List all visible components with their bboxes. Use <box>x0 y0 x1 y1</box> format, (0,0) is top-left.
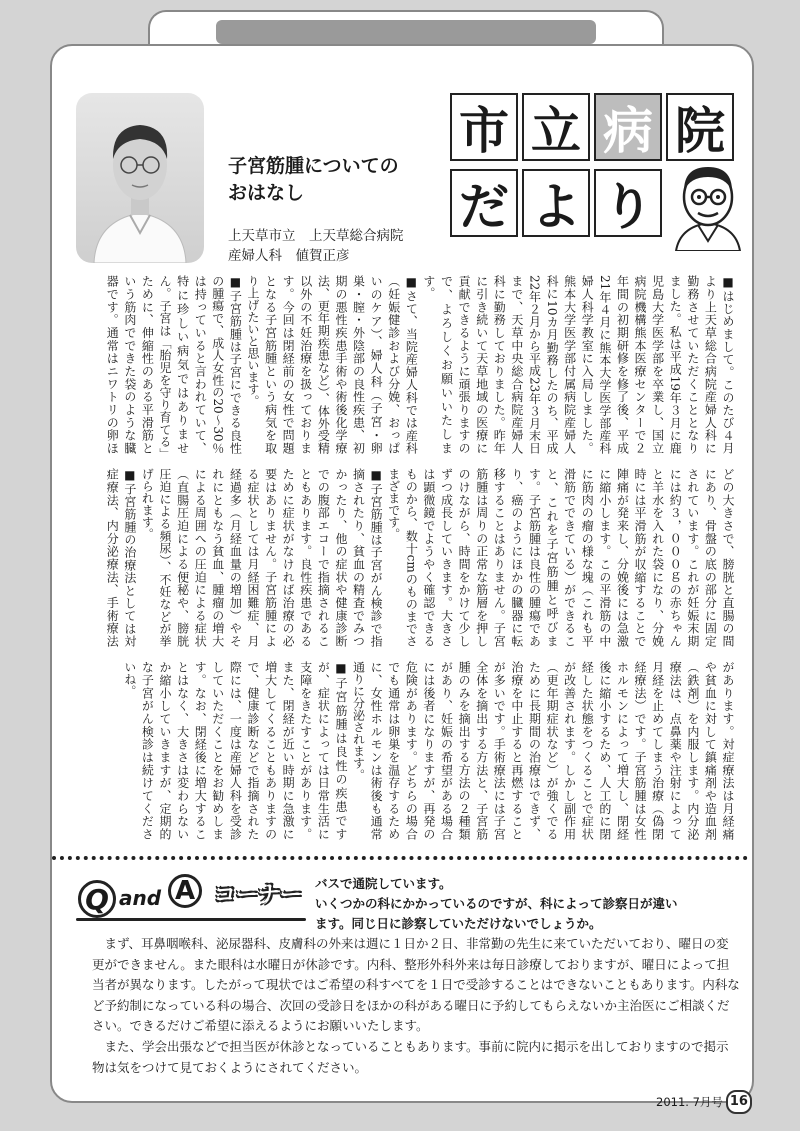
logo-char-2: 立 <box>522 93 590 161</box>
section-divider <box>52 856 748 860</box>
page-number: 16 <box>726 1090 752 1114</box>
logo-char-5: だ <box>450 169 518 237</box>
qa-and-text: and <box>119 886 162 910</box>
author-name: 産婦人科 値賀正彦 <box>228 248 350 264</box>
article-paragraph: ■子宮筋腫は子宮にできる良性の腫瘍で、成人女性の20〜30％は持っていると言われていて、特に珍しい病気ではありません。子宮は「胎児を守り育てる」ために、伸縮性のある平滑筋という筋肉でできた袋のような臓器です。通常はニワトリの卵ほどの大きさで、膀胱と直腸の間にあり、骨盤の底の部分に固定されています。これが妊娠末期には約３，０００ｇの赤ちゃんと羊水を入れた袋になり、分娩時には平滑筋が収縮することで陣痛が発来し、分娩後には急激に縮小します。この平滑筋の中に筋肉の瘤の様な塊（これも平滑筋でできている）ができること、これを子宮筋腫と呼びます。子宮筋腫は良性の腫瘍であり、癌のようにほかの臓器に転移することはありません。子宮筋腫は周りの正常な筋層を押しのけながら、時間をかけて少しずつ成長していきます。大きさは顕微鏡でようやく確認できるものから、数十cmのものまでさまざまです。 <box>105 275 735 647</box>
article-paragraph: ■子宮筋腫の治療法としては対症療法、内分泌療法、手術療法があります。対症療法は月経痛や貧血に対して鎮痛剤や造血剤（鉄剤）を内服します。内分泌療法は、点鼻薬や注射によって月経を止めてしまう治療（偽閉経療法）です。子宮筋腫は女性ホルモンによって増大し、閉経後に縮小するため、人工的に閉経した状態をつくることで症状が改善されます。しかし副作用（更年期症状など）が強くでるために長期間の治療はできず、治療を中止すると再燃することが多いです。手術療法には子宮全体を摘出する方法と、子宮筋腫のみを摘出する方法の２種類があり、妊娠の希望がある場合には後者になりますが、再発の危険があります。どちらの場合でも通常は卵巣を温存するために、女性ホルモンは術後も通常通りに分泌されます。 <box>105 468 735 840</box>
question-line: いくつかの科にかかっているのですが、科によって診察日が違い <box>315 896 678 911</box>
question-line: バスで通院しています。 <box>315 876 452 891</box>
logo-char-1: 市 <box>450 93 518 161</box>
article-paragraph: ■子宮筋腫は良性の疾患ですが、症状によっては日常生活に支障をきたすことがあります。また、閉経が近い時期に急激に増大してくることもありますので、健康診断などで指摘された際には、一度は産婦人科を受診していただくことをお勧めします。なお、閉経後に増大することはなく、大きさは変わらないか縮小していきますが、定期的な子宮がん検診は続けてくださいね。 <box>122 661 348 840</box>
header-tab-bar <box>216 20 596 44</box>
column-logo <box>450 93 748 251</box>
qa-corner-label: コーナー <box>214 883 303 908</box>
article-paragraph: ■さて、当院産婦人科では産科（妊娠健診および分娩、おっぱいのケア）、婦人科（子宮・卵巣・膣・外陰部の良性疾患、初期の悪性疾患手術や術後化学療法、更年期疾患など）、体外受精以外の不妊治療を扱っております。今回は閉経前の女性で問題となる子宮筋腫という病気を取り上げたいと思います。 <box>245 275 419 454</box>
qa-a-badge: A <box>168 874 202 908</box>
article-title-line2: おはなし <box>228 182 305 204</box>
answer-paragraph: また、学会出張などで担当医が休診となっていることもあります。事前に院内に掲示を出しておりますので掲示物は気をつけて見ておくようにされてください。 <box>92 1038 729 1075</box>
article-paragraph: ■子宮筋腫は子宮がん検診で指摘されたり、貧血の精査でみつかったり、他の症状や健康診断での腹部エコーで指摘されることもあります。良性疾患であるために症状がなければ治療の必要はありません。子宮筋腫による症状としては月経困難症、月経過多（月経血量の増加）やそれにともなう貧血、腫瘤の増大による周囲への圧迫による症状（直腸圧迫による便秘や、膀胱圧迫による頻尿）、不妊などが挙げられます。 <box>140 468 384 647</box>
article-author <box>228 226 404 266</box>
answer-paragraph: まず、耳鼻咽喉科、泌尿器科、皮膚科の外来は週に１日か２日、非常勤の先生に来ていただいており、曜日の変更ができません。また眼科は水曜日が休診です。内科、整形外科外来は毎日診療しておりますが、曜日によって担当者が異なります。したがって現状ではご希望の科すべてを１日で受診することはできないこともあります。内科など予約制になっている科の場合、次回の受診日をほかの科がある曜日に予約してもらえないか主治医にご相談ください。できるだけご希望に添えるようにお願いいたします。 <box>92 936 740 1034</box>
logo-char-3: 病 <box>594 93 662 161</box>
qa-question <box>315 874 735 934</box>
logo-char-6: よ <box>522 169 590 237</box>
qa-q-badge: Q <box>78 880 116 918</box>
doctor-photo <box>76 93 204 263</box>
article-paragraph: ■はじめまして。このたび４月より上天草総合病院産婦人科に勤務させていただくこととなりました。私は平成19年３月に鹿児島大学医学部を卒業し、国立病院機構熊本医療センターで２年間の初期研修を修了後、平成21年４月に熊本大学医学部産科婦人科学教室に入局しました。熊本大学医学部付属病院産婦人科に10カ月勤務したのち、平成22年２月から平成23年３月末日まで、天草中央総合病院産婦人科に勤務しておりました。昨年に引き続いて天草地域の医療に貢献できるように頑張りますので、よろしくお願いいたします。 <box>421 275 735 454</box>
article-title-line1: 子宮筋腫についての <box>228 155 399 177</box>
doctor-mascot-icon <box>668 159 748 251</box>
article-title <box>228 153 399 207</box>
qa-underline <box>76 918 306 921</box>
qa-answer <box>92 934 740 1078</box>
article-body <box>72 275 736 840</box>
author-hospital: 上天草市立 上天草総合病院 <box>228 228 404 244</box>
logo-char-7: り <box>594 169 662 237</box>
page-footer <box>656 1090 752 1114</box>
issue-label: 2011. 7月号 <box>656 1095 723 1109</box>
question-line: ます。同じ日に診察していただけないでしょうか。 <box>315 916 602 931</box>
logo-char-4: 院 <box>666 93 734 161</box>
